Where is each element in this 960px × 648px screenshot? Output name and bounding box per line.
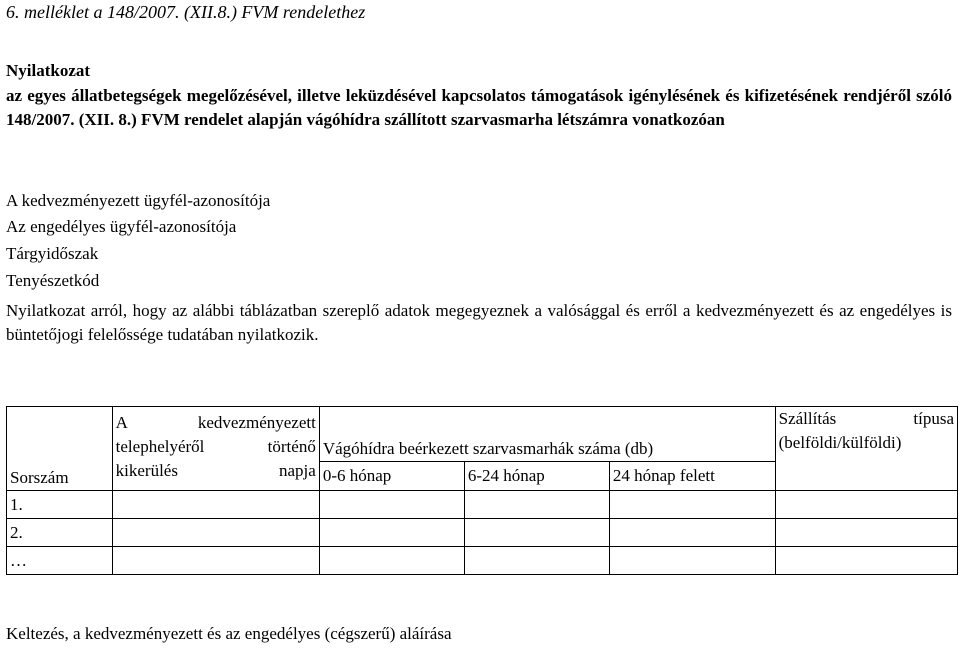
form-subtitle: az egyes állatbetegségek megelőzésével, illetve leküzdésével kapcsolatos támogatások igénylésének és kifizetésének rendjéről szóló 148/2007. (XII. 8.) FVM rendelet alapján vágóhídra szállított szarvasmarha létszámra vonatkozóan — [6, 86, 952, 129]
breeding-code-label: Tenyészetkód — [6, 271, 100, 290]
header-serial: Sorszám — [7, 407, 113, 491]
row-cell[interactable] — [775, 547, 957, 575]
row-serial: … — [7, 547, 113, 575]
header-age-0-6: 0-6 hónap — [319, 462, 464, 491]
row-cell[interactable] — [775, 519, 957, 547]
declaration-text: Nyilatkozat arról, hogy az alábbi táblázatban szereplő adatok megegyeznek a valósággal és erről a kedvezményezett és az engedélyes is büntetőjogi felelőssége tudatában nyilatkozik. — [6, 301, 952, 344]
header-transport-type — [775, 407, 957, 491]
row-cell[interactable] — [112, 547, 319, 575]
header-cattle-count: Vágóhídra beérkezett szarvasmarhák száma (db) — [319, 407, 775, 462]
header-age-6-24: 6-24 hónap — [464, 462, 609, 491]
table-row — [7, 519, 958, 547]
period-label: Tárgyidőszak — [6, 244, 99, 263]
row-cell[interactable] — [112, 519, 319, 547]
row-cell[interactable] — [464, 519, 609, 547]
row-cell[interactable] — [112, 491, 319, 519]
table-row — [7, 547, 958, 575]
header-departure-date — [112, 407, 319, 491]
signature-line: Keltezés, a kedvezményezett és az engedélyes (cégszerű) aláírása — [6, 624, 452, 643]
annex-reference: 6. melléklet a 148/2007. (XII.8.) FVM rendelethez — [6, 2, 366, 22]
row-serial: 1. — [7, 491, 113, 519]
form-title: Nyilatkozat — [6, 61, 91, 80]
table-row — [7, 491, 958, 519]
row-cell[interactable] — [319, 547, 464, 575]
row-cell[interactable] — [464, 547, 609, 575]
header-age-24-plus: 24 hónap felett — [609, 462, 775, 491]
row-cell[interactable] — [609, 491, 775, 519]
row-cell[interactable] — [464, 491, 609, 519]
row-cell[interactable] — [319, 491, 464, 519]
licensee-id-label: Az engedélyes ügyfél-azonosítója — [6, 217, 237, 236]
beneficiary-id-label: A kedvezményezett ügyfél-azonosítója — [6, 191, 271, 210]
header-transport-type-text: Szállítás típusa (belföldi/külföldi) — [778, 409, 954, 452]
row-serial: 2. — [7, 519, 113, 547]
cattle-table — [6, 406, 958, 575]
row-cell[interactable] — [609, 547, 775, 575]
row-cell[interactable] — [319, 519, 464, 547]
header-departure-date-text: A kedvezményezett telephelyéről történő kikerülés napja — [115, 413, 316, 480]
row-cell[interactable] — [775, 491, 957, 519]
row-cell[interactable] — [609, 519, 775, 547]
